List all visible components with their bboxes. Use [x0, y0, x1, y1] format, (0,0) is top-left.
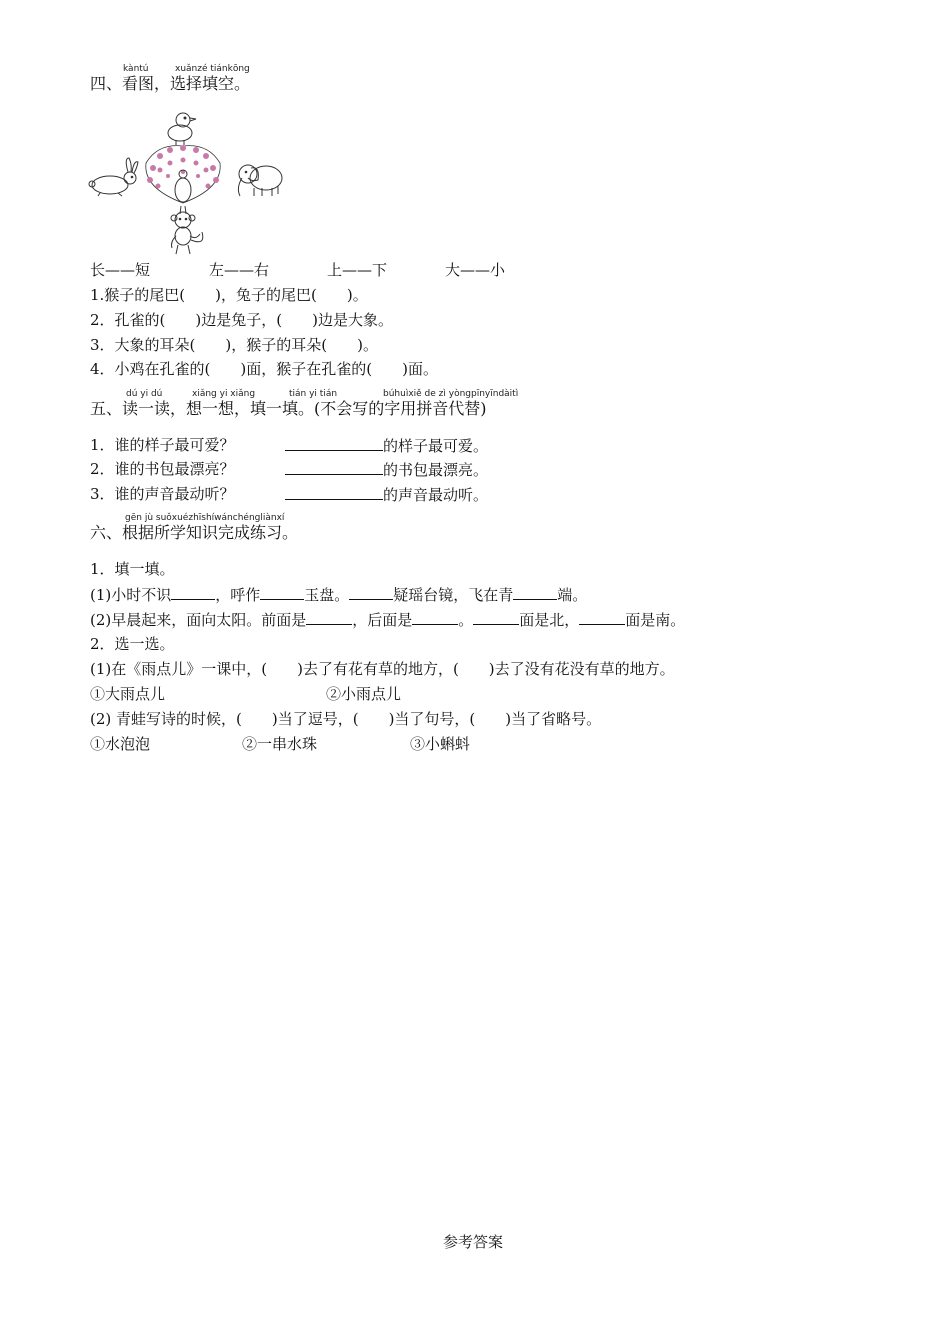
- fill-text: 疑瑶台镜，飞在青: [393, 586, 514, 604]
- fill-text: 。: [458, 611, 474, 629]
- fill-blank[interactable]: [513, 585, 557, 600]
- section-4-heading: 四、看图，选择填空。: [90, 74, 251, 93]
- pinyin-genju: gēn jù suǒxuézhīshíwánchéngliànxí: [125, 513, 285, 523]
- answer-5-3: [285, 485, 488, 504]
- fill-text: 面是北，: [519, 611, 580, 629]
- fill-blank[interactable]: [349, 585, 393, 600]
- option-big-small: 大——小: [445, 261, 506, 279]
- fill-text: 玉盘。: [304, 586, 350, 604]
- chick-icon: [168, 113, 196, 145]
- animal-illustration: [88, 108, 288, 256]
- question-4-3: 3．大象的耳朵( )，猴子的耳朵( )。: [90, 336, 378, 354]
- pinyin-buhuixie: búhuìxiě de zì yòngpīnyīndàitì: [383, 389, 519, 399]
- section-5-heading: 五、读一读，想一想，填一填。(不会写的字用拼音代替): [90, 399, 487, 418]
- answer-5-1: [285, 436, 488, 455]
- fill-text: ，后面是: [352, 611, 413, 629]
- answer-blank[interactable]: [285, 460, 383, 475]
- fill-blank[interactable]: [473, 610, 519, 625]
- question-5-3: 3．谁的声音最动听？: [90, 485, 235, 503]
- question-5-2: 2．谁的书包最漂亮？: [90, 460, 235, 478]
- option-up-down: 上——下: [327, 261, 388, 279]
- fill-blank[interactable]: [412, 610, 458, 625]
- choose-question-1: (1)在《雨点儿》一课中，( )去了有花有草的地方，( )去了没有花没有草的地方。: [90, 660, 675, 678]
- footer-answers: 参考答案: [443, 1233, 504, 1251]
- option-long-short: 长——短: [90, 261, 151, 279]
- fill-text: (2)早晨起来，面向太阳。前面是: [90, 611, 307, 629]
- choose-1-option-b: ②小雨点儿: [326, 685, 402, 703]
- choose-1-option-a: ①大雨点儿: [90, 685, 166, 703]
- question-4-1: 1.猴子的尾巴( )，兔子的尾巴( )。: [90, 286, 368, 304]
- pinyin-kantu: kàntú: [123, 64, 149, 74]
- option-left-right: 左——右: [209, 261, 270, 279]
- answer-suffix: 的样子最可爱。: [383, 437, 489, 455]
- choose-2-option-a: ①水泡泡: [90, 735, 151, 753]
- choose-2-option-c: ③小蝌蚪: [410, 735, 471, 753]
- fill-blank[interactable]: [579, 610, 625, 625]
- pinyin-xuanze-tiankong: xuǎnzé tiánkōng: [175, 64, 250, 74]
- section-6-heading: 六、根据所学知识完成练习。: [90, 523, 299, 542]
- answer-suffix: 的声音最动听。: [383, 486, 489, 504]
- elephant-icon: [238, 165, 282, 196]
- fill-text: (1)小时不识: [90, 586, 172, 604]
- fill-text: 端。: [557, 586, 588, 604]
- pinyin-xiangyixiang: xiǎng yi xiǎng: [192, 389, 256, 399]
- monkey-icon: [171, 212, 203, 254]
- fill-text: 面是南。: [625, 611, 686, 629]
- rabbit-icon: [89, 158, 138, 196]
- fill-title: 1．填一填。: [90, 560, 175, 578]
- choose-2-option-b: ②一串水珠: [242, 735, 318, 753]
- fill-blank[interactable]: [171, 585, 215, 600]
- fill-blank[interactable]: [306, 610, 352, 625]
- question-5-1: 1．谁的样子最可爱？: [90, 436, 235, 454]
- pinyin-tianyitian: tián yi tián: [289, 389, 338, 399]
- question-4-4: 4．小鸡在孔雀的( )面，猴子在孔雀的( )面。: [90, 360, 438, 378]
- fill-line-2: [90, 610, 685, 629]
- answer-suffix: 的书包最漂亮。: [383, 461, 489, 479]
- answer-blank[interactable]: [285, 485, 383, 500]
- fill-line-1: [90, 585, 587, 604]
- answer-5-2: [285, 460, 488, 479]
- pinyin-duyidu: dú yi dú: [126, 389, 163, 399]
- fill-text: ，呼作: [215, 586, 261, 604]
- choose-question-2: (2) 青蛙写诗的时候，( )当了逗号，( )当了句号，( )当了省略号。: [90, 710, 602, 728]
- fill-blank[interactable]: [260, 585, 304, 600]
- question-4-2: 2．孔雀的( )边是兔子，( )边是大象。: [90, 311, 393, 329]
- choose-title: 2．选一选。: [90, 635, 175, 653]
- peacock-icon: [146, 145, 220, 214]
- answer-blank[interactable]: [285, 436, 383, 451]
